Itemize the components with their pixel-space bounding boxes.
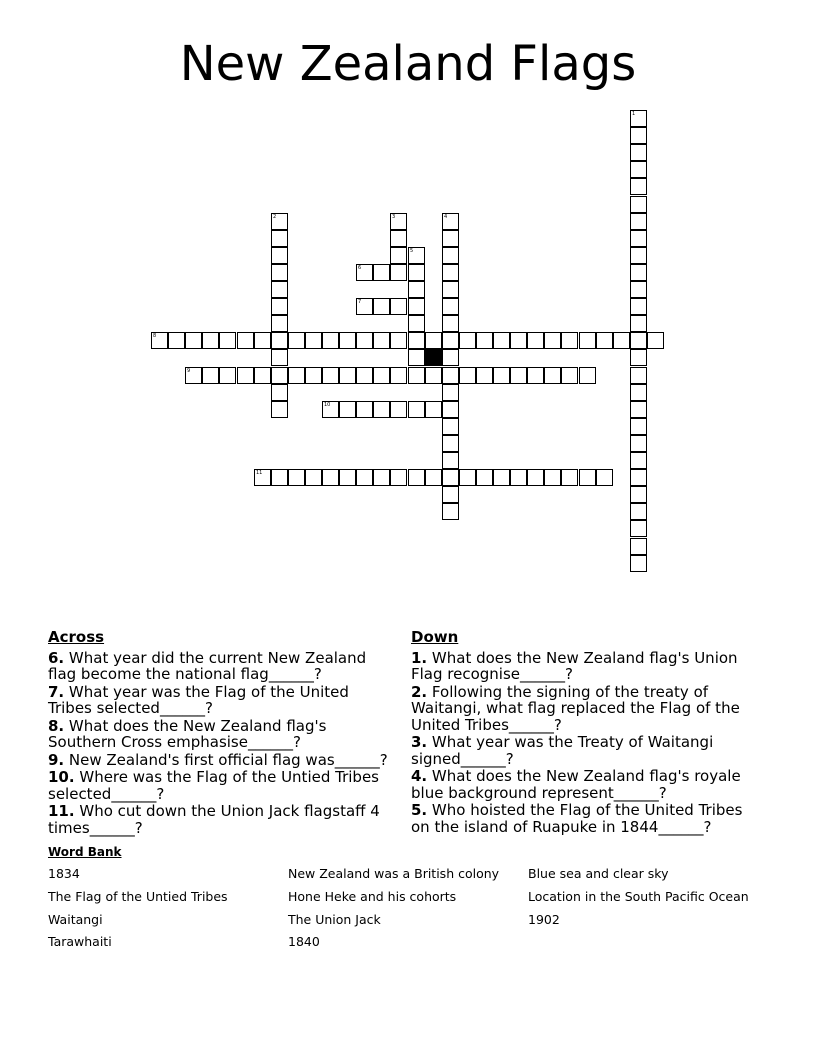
crossword-cell[interactable] [305,332,322,349]
word-bank-item: Tarawhaiti [48,934,112,949]
cell-number: 6 [358,265,362,271]
crossword-cell[interactable] [219,367,236,384]
crossword-cell[interactable] [271,213,288,230]
crossword-cell[interactable] [373,298,390,315]
clue-text: What year was the Treaty of Waitangi signed______? [411,733,714,768]
crossword-cell[interactable] [630,298,647,315]
crossword-cell[interactable] [442,469,459,486]
crossword-cell[interactable] [544,367,561,384]
crossword-cell[interactable] [527,469,544,486]
crossword-cell[interactable] [408,264,425,281]
crossword-cell[interactable] [630,281,647,298]
clue-number: 4. [411,767,428,785]
crossword-cell[interactable] [288,367,305,384]
cell-number: 4 [444,214,448,220]
crossword-cell[interactable] [630,332,647,349]
crossword-cell[interactable] [630,127,647,144]
crossword-cell[interactable] [630,384,647,401]
clue-number: 11. [48,802,75,820]
crossword-cell[interactable] [493,469,510,486]
crossword-cell[interactable] [493,332,510,349]
crossword-cell[interactable] [373,332,390,349]
clue-text: Who hoisted the Flag of the United Tribes on the island of Ruapuke in 1844______? [411,801,743,836]
across-clue [48,752,393,769]
crossword-cell[interactable] [442,367,459,384]
crossword-cell[interactable] [271,469,288,486]
crossword-cell[interactable] [442,281,459,298]
crossword-cell[interactable] [596,469,613,486]
crossword-cell[interactable] [288,332,305,349]
crossword-cell[interactable] [390,230,407,247]
clue-text: What year was the Flag of the United Tribes selected______? [48,682,349,717]
crossword-cell[interactable] [305,367,322,384]
crossword-cell[interactable] [408,298,425,315]
down-clue [411,768,756,801]
crossword-cell[interactable] [630,486,647,503]
clue-text: What does the New Zealand flag's Southern Cross emphasise______? [48,716,327,751]
crossword-cell[interactable] [271,264,288,281]
crossword-cell[interactable] [442,247,459,264]
crossword-block [425,349,442,366]
word-bank-title: Word Bank [48,845,122,859]
crossword-cell[interactable] [408,315,425,332]
clue-text: Who cut down the Union Jack flagstaff 4 times______? [48,802,380,837]
crossword-cell[interactable] [459,367,476,384]
crossword-cell[interactable] [630,503,647,520]
crossword-cell[interactable] [647,332,664,349]
crossword-cell[interactable] [630,247,647,264]
crossword-cell[interactable] [442,418,459,435]
crossword-cell[interactable] [356,264,373,281]
cell-number: 3 [392,214,396,220]
crossword-cell[interactable] [596,332,613,349]
crossword-cell[interactable] [630,230,647,247]
crossword-cell[interactable] [442,435,459,452]
crossword-cell[interactable] [408,469,425,486]
across-clue [48,650,393,683]
crossword-cell[interactable] [356,401,373,418]
clue-number: 10. [48,768,75,786]
crossword-cell[interactable] [356,298,373,315]
across-clue [48,803,393,836]
across-clues [48,629,393,837]
crossword-cell[interactable] [630,213,647,230]
word-bank-item: 1840 [288,934,320,949]
crossword-cell[interactable] [476,469,493,486]
crossword-cell[interactable] [510,332,527,349]
clue-number: 5. [411,801,428,819]
crossword-cell[interactable] [390,247,407,264]
crossword-cell[interactable] [373,367,390,384]
crossword-cell[interactable] [425,469,442,486]
crossword-cell[interactable] [442,503,459,520]
crossword-cell[interactable] [630,367,647,384]
crossword-cell[interactable] [373,264,390,281]
crossword-cell[interactable] [185,367,202,384]
crossword-cell[interactable] [356,469,373,486]
crossword-cell[interactable] [630,315,647,332]
crossword-cell[interactable] [408,349,425,366]
crossword-cell[interactable] [202,332,219,349]
clue-number: 9. [48,750,65,769]
crossword-cell[interactable] [630,401,647,418]
crossword-cell[interactable] [579,332,596,349]
crossword-cell[interactable] [630,520,647,537]
crossword-cell[interactable] [442,298,459,315]
word-bank-item: Hone Heke and his cohorts [288,889,457,904]
crossword-cell[interactable] [271,230,288,247]
crossword-cell[interactable] [425,401,442,418]
clue-text: Following the signing of the treaty of Waitangi, what flag replaced the Flag of the United Tribes______? [411,682,740,734]
clue-number: 2. [411,682,428,701]
crossword-cell[interactable] [510,367,527,384]
crossword-cell[interactable] [442,349,459,366]
crossword-cell[interactable] [271,401,288,418]
down-clue [411,650,756,683]
crossword-cell[interactable] [408,401,425,418]
crossword-cell[interactable] [339,367,356,384]
crossword-cell[interactable] [630,196,647,213]
cell-number: 1 [632,111,636,117]
crossword-cell[interactable] [630,469,647,486]
down-clue [411,734,756,767]
crossword-cell[interactable] [442,486,459,503]
crossword-cell[interactable] [630,264,647,281]
crossword-cell[interactable] [202,367,219,384]
crossword-cell[interactable] [390,332,407,349]
clue-text: New Zealand's first official flag was______? [68,750,388,769]
crossword-cell[interactable] [339,469,356,486]
crossword-cell[interactable] [527,367,544,384]
cell-number: 7 [358,299,362,305]
crossword-cell[interactable] [442,384,459,401]
clue-text: What does the New Zealand flag's Union Flag recognise______? [411,648,738,683]
crossword-cell[interactable] [442,452,459,469]
cell-number: 11 [256,470,263,476]
crossword-cell[interactable] [613,332,630,349]
clue-text: Where was the Flag of the Untied Tribes selected______? [48,768,379,803]
down-heading: Down [411,628,459,646]
cell-number: 9 [187,368,191,374]
crossword-cell[interactable] [254,367,271,384]
clue-number: 1. [411,648,428,667]
crossword-cell[interactable] [630,555,647,572]
crossword-cell[interactable] [630,538,647,555]
crossword-cell[interactable] [322,401,339,418]
word-bank-item: Blue sea and clear sky [528,866,669,881]
crossword-cell[interactable] [254,469,271,486]
clue-number: 8. [48,716,65,735]
crossword-cell[interactable] [442,315,459,332]
crossword-cell[interactable] [271,367,288,384]
crossword-cell[interactable] [459,469,476,486]
clue-number: 6. [48,648,65,667]
crossword-cell[interactable] [219,332,236,349]
word-bank-item: Waitangi [48,912,103,927]
crossword-cell[interactable] [630,435,647,452]
crossword-cell[interactable] [442,213,459,230]
word-bank-item: The Union Jack [288,912,381,927]
crossword-cell[interactable] [630,349,647,366]
clue-number: 3. [411,733,428,751]
crossword-cell[interactable] [373,469,390,486]
cell-number: 2 [273,214,277,220]
page-title: New Zealand Flags [179,36,637,92]
crossword-cell[interactable] [390,469,407,486]
cell-number: 5 [410,248,414,254]
crossword-cell[interactable] [630,452,647,469]
crossword-cell[interactable] [237,367,254,384]
word-bank-item: The Flag of the Untied Tribes [48,889,228,904]
word-bank [48,866,768,966]
crossword-cell[interactable] [390,264,407,281]
crossword-cell[interactable] [442,264,459,281]
crossword-cell[interactable] [630,110,647,127]
crossword-cell[interactable] [390,401,407,418]
crossword-cell[interactable] [339,332,356,349]
crossword-cell[interactable] [237,332,254,349]
crossword-cell[interactable] [271,332,288,349]
clue-number: 7. [48,682,65,701]
crossword-cell[interactable] [254,332,271,349]
crossword-cell[interactable] [459,332,476,349]
across-clue [48,769,393,802]
crossword-cell[interactable] [390,298,407,315]
crossword-cell[interactable] [544,332,561,349]
crossword-cell[interactable] [510,469,527,486]
crossword-cell[interactable] [579,367,596,384]
crossword-cell[interactable] [476,367,493,384]
cell-number: 8 [153,333,157,339]
crossword-cell[interactable] [356,367,373,384]
crossword-cell[interactable] [271,247,288,264]
crossword-cell[interactable] [630,161,647,178]
crossword-cell[interactable] [305,469,322,486]
crossword-cell[interactable] [579,469,596,486]
crossword-cell[interactable] [476,332,493,349]
crossword-cell[interactable] [561,332,578,349]
crossword-cell[interactable] [408,281,425,298]
word-bank-item: 1834 [48,866,80,881]
crossword-cell[interactable] [271,281,288,298]
crossword-cell[interactable] [425,367,442,384]
crossword-cell[interactable] [339,401,356,418]
crossword-cell[interactable] [630,178,647,195]
word-bank-item: 1902 [528,912,560,927]
crossword-cell[interactable] [425,332,442,349]
word-bank-item: New Zealand was a British colony [288,866,500,881]
crossword-cell[interactable] [544,469,561,486]
crossword-cell[interactable] [271,298,288,315]
cell-number: 10 [324,402,331,408]
crossword-cell[interactable] [288,469,305,486]
crossword-cell[interactable] [630,418,647,435]
crossword-cell[interactable] [408,332,425,349]
crossword-cell[interactable] [408,247,425,264]
down-clue [411,802,756,835]
crossword-cell[interactable] [442,401,459,418]
crossword-cell[interactable] [185,332,202,349]
crossword-cell[interactable] [356,332,373,349]
crossword-cell[interactable] [527,332,544,349]
crossword-cell[interactable] [390,213,407,230]
crossword-cell[interactable] [442,332,459,349]
word-bank-item: Location in the South Pacific Ocean [528,889,749,904]
across-clue [48,684,393,717]
crossword-cell[interactable] [151,332,168,349]
crossword-cell[interactable] [408,367,425,384]
crossword-cell[interactable] [561,367,578,384]
crossword-cell[interactable] [168,332,185,349]
clue-text: What does the New Zealand flag's royale blue background represent______? [411,767,741,802]
crossword-cell[interactable] [322,367,339,384]
clue-text: What year did the current New Zealand flag become the national flag______? [48,648,367,683]
crossword-cell[interactable] [271,315,288,332]
crossword-cell[interactable] [493,367,510,384]
crossword-cell[interactable] [271,349,288,366]
across-heading: Across [48,628,105,646]
down-clue [411,684,756,734]
crossword-cell[interactable] [271,384,288,401]
crossword-cell[interactable] [322,332,339,349]
crossword-cell[interactable] [390,367,407,384]
crossword-cell[interactable] [322,469,339,486]
across-clue [48,718,393,751]
crossword-cell[interactable] [442,230,459,247]
crossword-cell[interactable] [630,144,647,161]
crossword-cell[interactable] [373,401,390,418]
crossword-cell[interactable] [561,469,578,486]
down-clues [411,629,756,836]
